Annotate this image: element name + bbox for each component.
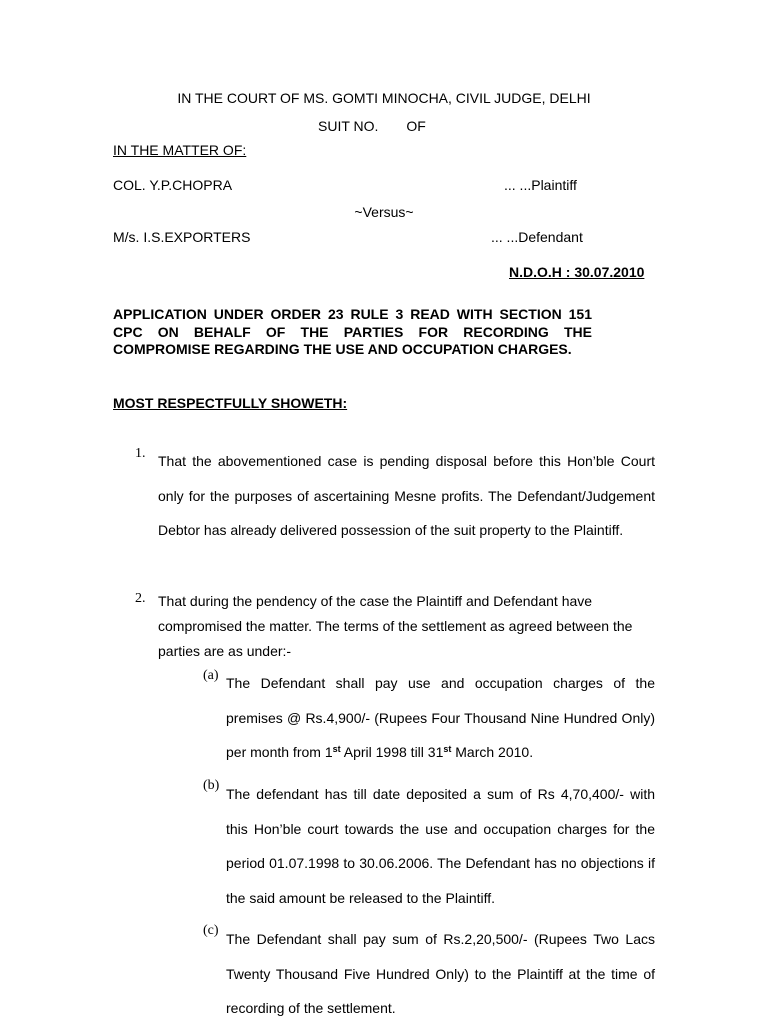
suit-no-label: SUIT NO. bbox=[318, 118, 379, 134]
sub-clause-text: The defendant has till date deposited a sum of Rs 4,70,400/- with this Hon’ble court towards the use and occupation charges for the period 01.07.1998 to 30.06.2006. The Defendant has no objections if the said amount be released to the Plaintiff. bbox=[226, 786, 655, 906]
ordinal-suffix: st bbox=[443, 744, 452, 754]
defendant-name: M/s. I.S.EXPORTERS bbox=[113, 229, 251, 245]
sub-clause-text bbox=[226, 666, 655, 770]
in-the-matter-of-heading: IN THE MATTER OF: bbox=[113, 142, 247, 158]
plaintiff-name: COL. Y.P.CHOPRA bbox=[113, 177, 233, 193]
versus-label: ~Versus~ bbox=[354, 204, 414, 220]
court-title: IN THE COURT OF MS. GOMTI MINOCHA, CIVIL JUDGE, DELHI bbox=[177, 90, 591, 106]
paragraph-number: 1. bbox=[135, 446, 146, 461]
paragraph-text: That the abovementioned case is pending disposal before this Hon’ble Court only for the purposes of ascertaining Mesne profits. The Defendant/Judgement Debtor has already delivered possession of the suit property to the Plaintiff. bbox=[158, 453, 655, 538]
most-respectfully-showeth: MOST RESPECTFULLY SHOWETH: bbox=[113, 395, 348, 411]
ordinal-suffix: st bbox=[332, 744, 341, 754]
sub-clause-text: The Defendant shall pay sum of Rs.2,20,500/- (Rupees Two Lacs Twenty Thousand Five Hundred Only) to the Plaintiff at the time of recording of the settlement. bbox=[226, 931, 655, 1016]
sub-clause-text-part: April 1998 till 31 bbox=[340, 744, 444, 760]
defendant-role: ... ...Defendant bbox=[491, 229, 583, 245]
plaintiff-role: ... ...Plaintiff bbox=[504, 177, 577, 193]
sub-clause-label: (b) bbox=[203, 778, 220, 793]
sub-clause-label: (a) bbox=[203, 668, 219, 683]
paragraph-number: 2. bbox=[135, 591, 146, 606]
sub-clause-text-part: The Defendant shall pay use and occupation charges of the premises @ Rs.4,900/- (Rupees Four Thousand Nine Hundred Only) per month from 1 bbox=[226, 675, 655, 760]
paragraph-text: That during the pendency of the case the Plaintiff and Defendant have compromised the matter. The terms of the settlement as agreed between the parties are as under:- bbox=[158, 593, 633, 659]
suit-number-line bbox=[318, 118, 426, 134]
sub-clause-label: (c) bbox=[203, 923, 219, 938]
suit-no-of: OF bbox=[406, 118, 426, 134]
next-date-of-hearing: N.D.O.H : 30.07.2010 bbox=[509, 264, 645, 280]
sub-clause-text-part: March 2010. bbox=[451, 744, 534, 760]
application-heading: APPLICATION UNDER ORDER 23 RULE 3 READ WITH SECTION 151 CPC ON BEHALF OF THE PARTIES FOR RECORDING THE COMPROMISE REGARDING THE USE AND OCCUPATION CHARGES. bbox=[113, 306, 592, 357]
